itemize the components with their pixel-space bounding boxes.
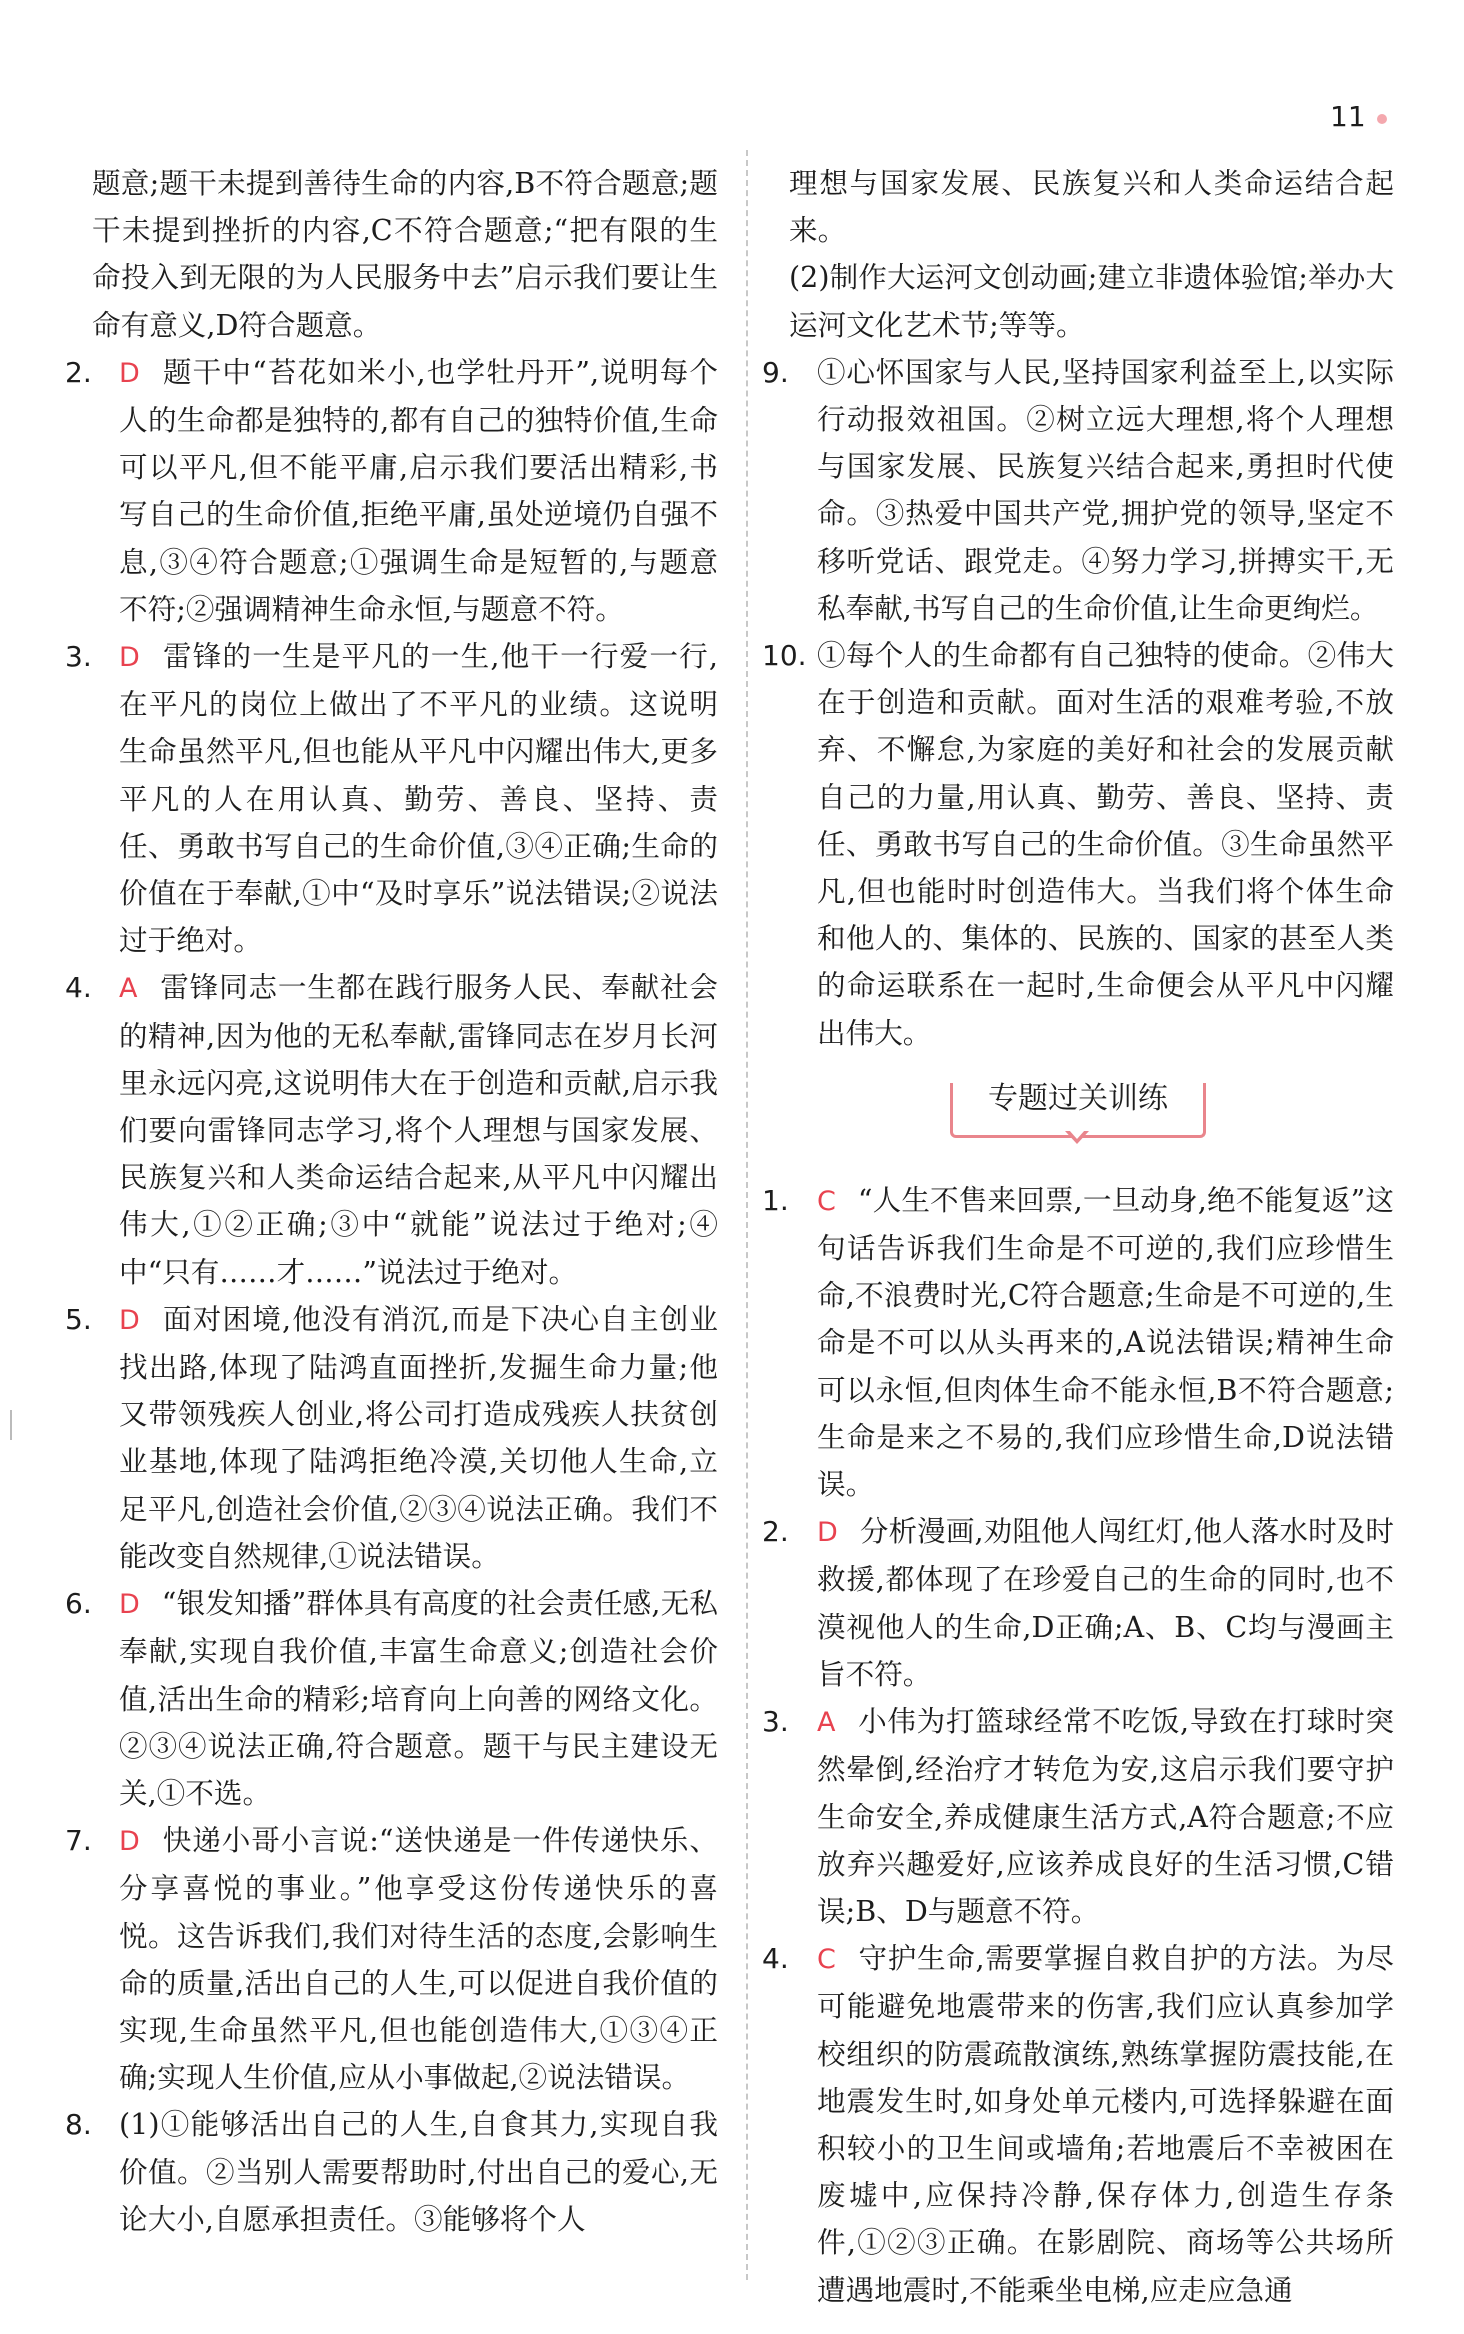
answer-letter: D [119, 642, 140, 674]
answer-letter: A [817, 1707, 836, 1739]
answer-letter: D [119, 1826, 140, 1858]
answer-continuation: 理想与国家发展、民族复兴和人类命运结合起来。 [789, 166, 1394, 248]
answer-item-6 [65, 1580, 718, 1817]
answer-item-3 [762, 1698, 1394, 1935]
item-number: 3. [65, 640, 92, 674]
explanation-text: 分析漫画,劝阻他人闯红灯,他人落水时及时救援,都体现了在珍爱自己的生命的同时,也不漠视他人的生命,D正确;A、B、C均与漫画主旨不符。 [817, 1514, 1394, 1691]
item-number: 3. [762, 1705, 789, 1739]
explanation-text: 面对困境,他没有消沉,而是下决心自主创业找出路,体现了陆鸿直面挫折,发掘生命力量;他又带领残疾人创业,将公司打造成残疾人扶贫创业基地,体现了陆鸿拒绝冷漠,关切他人生命,立足平凡,创造社会价值,②③④说法正确。我们不能改变自然规律,①说法错误。 [119, 1301, 718, 1573]
banner-pointer-inner [1069, 1130, 1085, 1139]
section-title: 专题过关训练 [988, 1080, 1168, 1116]
answer-item-3 [65, 633, 718, 964]
answer-item-9 [762, 349, 1394, 632]
answer-item-4 [65, 964, 718, 1295]
answer-item-2 [762, 1508, 1394, 1698]
answer-letter: C [817, 1185, 836, 1217]
item-number: 7. [65, 1824, 92, 1858]
left-column [65, 160, 718, 2243]
answer-letter: D [119, 1304, 140, 1336]
item-number: 5. [65, 1302, 92, 1336]
answer-item-2 [65, 349, 718, 633]
answer-letter: C [817, 1944, 836, 1976]
answer-item-1 [762, 1177, 1394, 1508]
explanation-text: (1)①能够活出自己的人生,自食其力,实现自我价值。②当别人需要帮助时,付出自己的爱心,无论大小,自愿承担责任。③能够将个人 [119, 2107, 718, 2236]
answer-letter: A [119, 973, 138, 1005]
answer-letter: D [119, 357, 140, 389]
item-number: 6. [65, 1587, 92, 1621]
margin-mark [10, 1410, 12, 1440]
explanation-text: 题干中“苔花如米小,也学牡丹开”,说明每个人的生命都是独特的,都有自己的独特价值,生命可以平凡,但不能平庸,启示我们要活出精彩,书写自己的生命价值,拒绝平庸,虽处逆境仍自强不息,③④符合题意;①强调生命是短暂的,与题意不符;②强调精神生命永恒,与题意不符。 [119, 354, 718, 626]
explanation-text: 守护生命,需要掌握自救自护的方法。为尽可能避免地震带来的伤害,我们应认真参加学校组织的防震疏散演练,熟练掌握防震技能,在地震发生时,如身处单元楼内,可选择躲避在面积较小的卫生间或墙角;若地震后不幸被困在废墟中,应保持冷静,保存体力,创造生存条件,①②③正确。在影剧院、商场等公共场所遭遇地震时,不能乘坐电梯,应走应急通 [817, 1941, 1394, 2307]
item-number: 4. [65, 971, 92, 1005]
explanation-text: “人生不售来回票,一旦动身,绝不能复返”这句话告诉我们生命是不可逆的,我们应珍惜生命,不浪费时光,C符合题意;生命是不可逆的,生命是不可以从头再来的,A说法错误;精神生命可以永恒,但肉体生命不能永恒,B不符合题意;生命是来之不易的,我们应珍惜生命,D说法错误。 [817, 1182, 1394, 1502]
explanation-text: “银发知播”群体具有高度的社会责任感,无私奉献,实现自我价值,丰富生命意义;创造社会价值,活出生命的精彩;培育向上向善的网络文化。②③④说法正确,符合题意。题干与民主建设无关,①不选。 [119, 1586, 718, 1810]
page-number: 11 [1330, 100, 1366, 133]
item-number: 4. [762, 1942, 789, 1976]
right-column [762, 160, 1394, 2314]
item-number: 2. [762, 1515, 789, 1549]
column-divider [746, 150, 748, 2280]
answer-letter: D [817, 1517, 838, 1549]
answer-item-5 [65, 1296, 718, 1580]
explanation-text: 雷锋的一生是平凡的一生,他干一行爱一行,在平凡的岗位上做出了不平凡的业绩。这说明生命虽然平凡,但也能从平凡中闪耀出伟大,更多平凡的人在用认真、勤劳、善良、坚持、责任、勇敢书写自己的生命价值,③④正确;生命的价值在于奉献,①中“及时享乐”说法错误;②说法过于绝对。 [119, 639, 718, 958]
explanation-text: 小伟为打篮球经常不吃饭,导致在打球时突然晕倒,经治疗才转危为安,这启示我们要守护生命安全,养成健康生活方式,A符合题意;不应放弃兴趣爱好,应该养成良好的生活习惯,C错误;B、D与题意不符。 [817, 1704, 1394, 1928]
item-number: 9. [762, 355, 789, 389]
answer-item-4 [762, 1935, 1394, 2314]
answer-item-7 [65, 1817, 718, 2101]
item-number: 8. [65, 2108, 92, 2142]
explanation-text: 快递小哥小言说:“送快递是一件传递快乐、分享喜悦的事业。”他享受这份传递快乐的喜悦。这告诉我们,我们对待生活的态度,会影响生命的质量,活出自己的人生,可以促进自我价值的实现,生命虽然平凡,但也能创造伟大,①③④正确;实现人生价值,应从小事做起,②说法错误。 [119, 1823, 718, 2095]
item-number: 1. [762, 1183, 789, 1217]
answer-item-10 [762, 632, 1394, 1057]
answer-item-8 [65, 2101, 718, 2243]
item-number: 10. [762, 639, 807, 673]
explanation-text: ①每个人的生命都有自己独特的使命。②伟大在于创造和贡献。面对生活的艰难考验,不放弃、不懈怠,为家庭的美好和社会的发展贡献自己的力量,用认真、勤劳、善良、坚持、责任、勇敢书写自己的生命价值。③生命虽然平凡,但也能时时创造伟大。当我们将个体生命和他人的、集体的、民族的、国家的甚至人类的命运联系在一起时,生命便会从平凡中闪耀出伟大。 [817, 638, 1394, 1050]
page-number-dot [1377, 114, 1387, 124]
answer-continuation: 题意;题干未提到善待生命的内容,B不符合题意;题干未提到挫折的内容,C不符合题意;“把有限的生命投入到无限的为人民服务中去”启示我们要让生命有意义,D符合题意。 [92, 166, 718, 342]
answer-letter: D [119, 1589, 140, 1621]
answer-part-2: (2)制作大运河文创动画;建立非遗体验馆;举办大运河文化艺术节;等等。 [789, 260, 1394, 342]
item-number: 2. [65, 355, 92, 389]
explanation-text: ①心怀国家与人民,坚持国家利益至上,以实际行动报效祖国。②树立远大理想,将个人理想与国家发展、民族复兴结合起来,勇担时代使命。③热爱中国共产党,拥护党的领导,坚定不移听党话、跟党走。④努力学习,拼搏实干,无私奉献,书写自己的生命价值,让生命更绚烂。 [817, 354, 1394, 625]
section-banner [762, 1065, 1394, 1167]
explanation-text: 雷锋同志一生都在践行服务人民、奉献社会的精神,因为他的无私奉献,雷锋同志在岁月长河里永远闪亮,这说明伟大在于创造和贡献,启示我们要向雷锋同志学习,将个人理想与国家发展、民族复兴和人类命运结合起来,从平凡中闪耀出伟大,①②正确;③中“就能”说法过于绝对;④中“只有……才……”说法过于绝对。 [119, 970, 718, 1289]
